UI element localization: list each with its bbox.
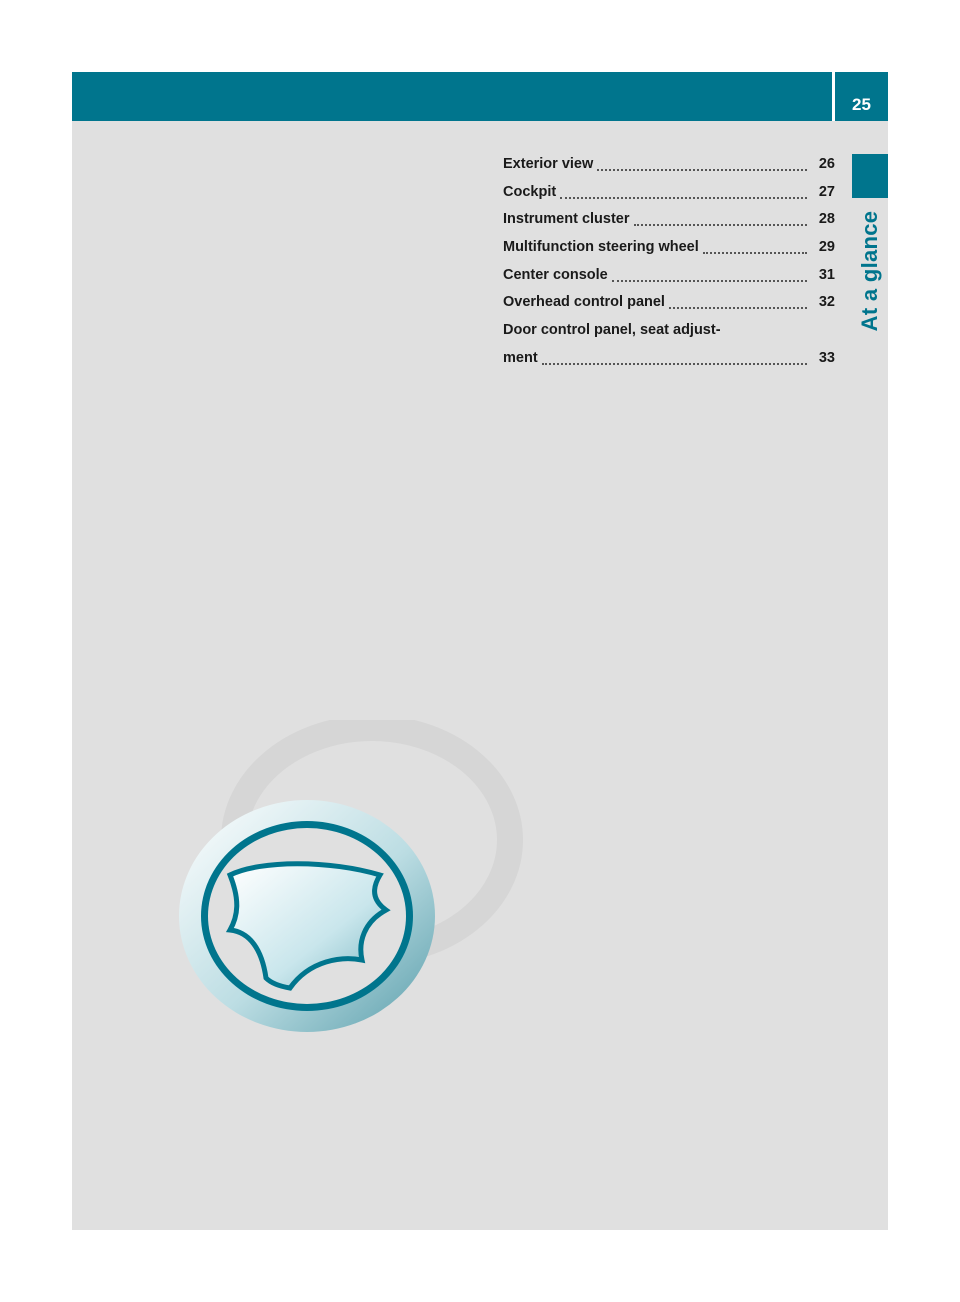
toc-item-center-console[interactable] xyxy=(503,262,835,290)
toc-leader-dots xyxy=(597,169,807,171)
toc-item-page: 26 xyxy=(818,156,835,172)
toc-leader-dots xyxy=(634,224,808,226)
header-bar xyxy=(72,72,832,121)
toc-leader-dots xyxy=(703,252,807,254)
toc-leader-dots xyxy=(542,363,807,365)
toc-item-door-control-panel[interactable] xyxy=(503,317,835,372)
toc-item-title: Exterior view xyxy=(503,156,594,172)
toc-item-page: 32 xyxy=(818,294,835,311)
toc-item-title: Cockpit xyxy=(503,183,557,200)
toc-item-title-line1: Door control panel, seat adjust- xyxy=(503,322,721,339)
toc-leader-dots xyxy=(560,197,807,199)
page-number: 25 xyxy=(852,95,871,114)
toc-item-title: Multifunction steering wheel xyxy=(503,239,699,256)
toc-item-page: 27 xyxy=(818,183,835,200)
toc-item-page: 31 xyxy=(818,266,835,283)
toc-leader-dots xyxy=(612,280,807,282)
toc-item-title-line2: ment xyxy=(503,349,538,366)
toc-item-page: 33 xyxy=(818,349,835,366)
toc-item-multifunction-steering-wheel[interactable] xyxy=(503,234,835,262)
toc-item-title: Overhead control panel xyxy=(503,294,665,311)
section-tab-marker xyxy=(852,154,888,198)
toc-item-page: 28 xyxy=(818,211,835,228)
toc-item-title: Center console xyxy=(503,266,608,283)
toc-item-exterior-view[interactable] xyxy=(503,151,835,179)
toc-leader-dots xyxy=(669,307,807,309)
toc-item-page: 29 xyxy=(818,239,835,256)
toc-item-title: Instrument cluster xyxy=(503,211,630,228)
table-of-contents xyxy=(503,151,835,373)
section-tab-label: At a glance xyxy=(857,210,882,332)
steering-wheel-icon xyxy=(150,720,530,1050)
toc-item-cockpit[interactable] xyxy=(503,179,835,207)
toc-item-overhead-control-panel[interactable] xyxy=(503,289,835,317)
toc-item-instrument-cluster[interactable] xyxy=(503,206,835,234)
